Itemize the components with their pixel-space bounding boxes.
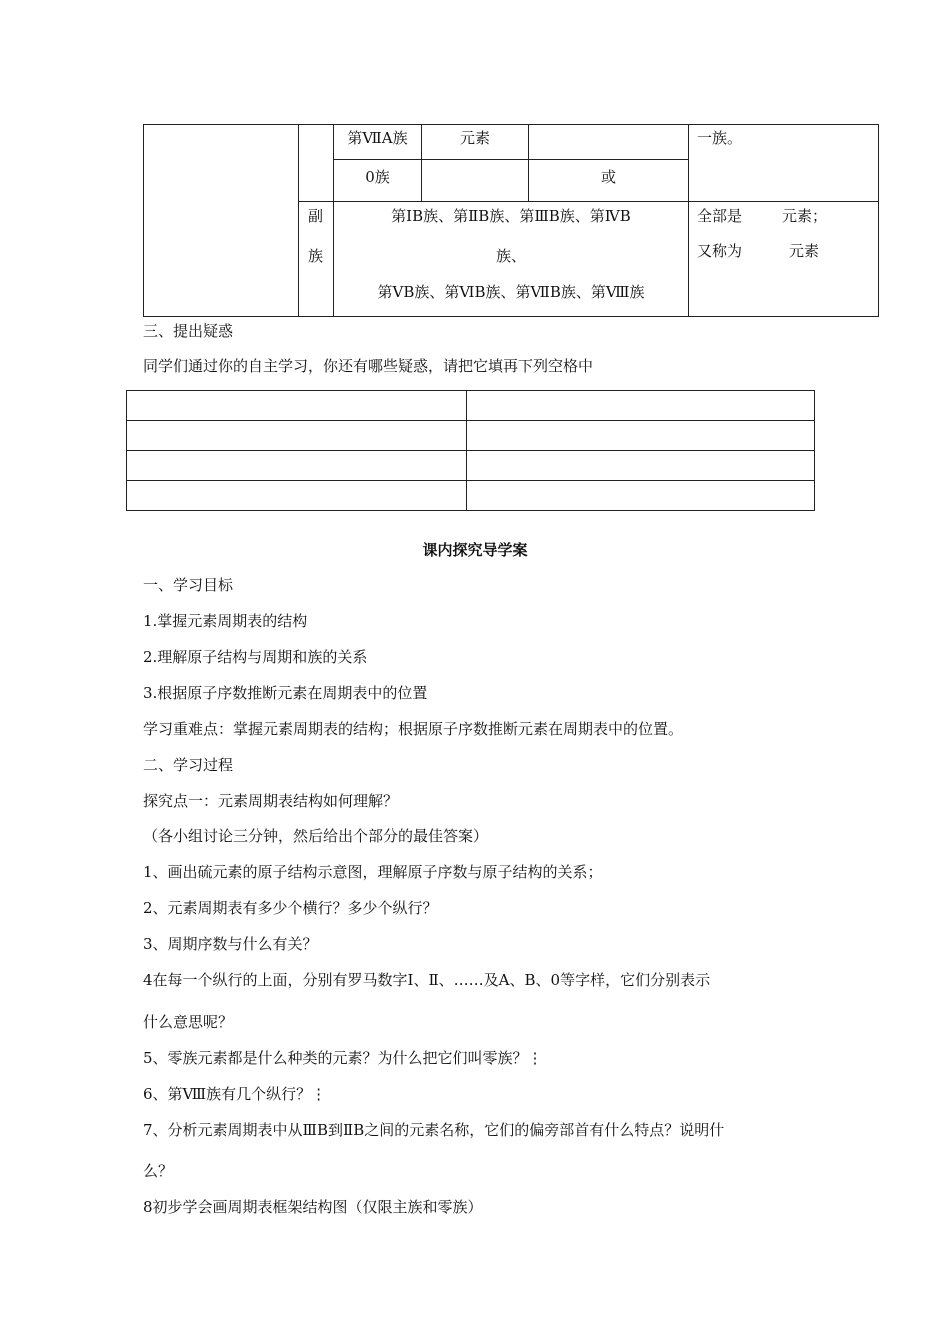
subgroup-note-2b: 元素: [789, 242, 820, 260]
question-item: 8初步学会画周期表框架结构图（仅限主族和零族）: [143, 1198, 483, 1216]
section-three-heading: 三、提出疑惑: [143, 322, 234, 340]
subgroup-members-line1: 第ⅠB族、第ⅡB族、第ⅢB族、第ⅣB: [391, 207, 631, 225]
explore-note: （各小组讨论三分钟，然后给出个部分的最佳答案）: [143, 827, 489, 845]
question-item: 4在每一个纵行的上面，分别有罗马数字Ⅰ、Ⅱ、……及A、B、0等字样，它们分别表示: [143, 971, 711, 989]
subgroup-members-line3: 第ⅤB族、第ⅥB族、第ⅦB族、第Ⅷ族: [377, 283, 645, 301]
group-zero-or: 或: [600, 168, 616, 186]
subgroup-note-1b: 元素；: [782, 207, 828, 225]
group-viia-type: 元素: [459, 129, 490, 147]
explore-point-1: 探究点一：元素周期表结构如何理解？: [143, 792, 399, 810]
question-item: 2、元素周期表有多少个横行？多少个纵行？: [143, 899, 438, 917]
key-points: 学习重难点：掌握元素周期表的结构；根据原子序数推断元素在周期表中的位置。: [143, 720, 684, 738]
subgroup-label-2: 族: [308, 247, 324, 265]
question-item: 1、画出硫元素的原子结构示意图，理解原子序数与原子结构的关系；: [143, 863, 603, 881]
subgroup-label-1: 副: [308, 207, 324, 225]
subgroup-note-1a: 全部是: [697, 207, 743, 225]
question-item-continued: 么？: [143, 1162, 174, 1180]
goal-item: 3.根据原子序数推断元素在周期表中的位置: [143, 684, 428, 702]
goals-heading: 一、学习目标: [143, 576, 234, 594]
question-item: 5、零族元素都是什么种类的元素？为什么把它们叫零族？⋮: [143, 1049, 543, 1067]
lesson-title: 课内探究导学案: [422, 541, 528, 559]
question-item: 3、周期序数与什么有关？: [143, 935, 318, 953]
group-zero-label: 0族: [365, 168, 390, 186]
question-item: 7、分析元素周期表中从ⅢB到ⅡB之间的元素名称，它们的偏旁部首有什么特点？说明什: [143, 1121, 725, 1139]
subgroup-note-2a: 又称为: [697, 242, 743, 260]
subgroup-members-line2: 族、: [495, 247, 526, 265]
goal-item: 2.理解原子结构与周期和族的关系: [143, 648, 368, 666]
group-note: 一族。: [697, 129, 743, 147]
goal-item: 1.掌握元素周期表的结构: [143, 612, 308, 630]
group-viia-label: 第ⅦA族: [347, 129, 408, 147]
question-item-continued: 什么意思呢？: [143, 1013, 234, 1031]
question-item: 6、第Ⅷ族有几个纵行？⋮: [143, 1085, 327, 1103]
section-three-prompt: 同学们通过你的自主学习，你还有哪些疑惑，请把它填再下列空格中: [143, 357, 594, 375]
process-heading: 二、学习过程: [143, 756, 234, 774]
